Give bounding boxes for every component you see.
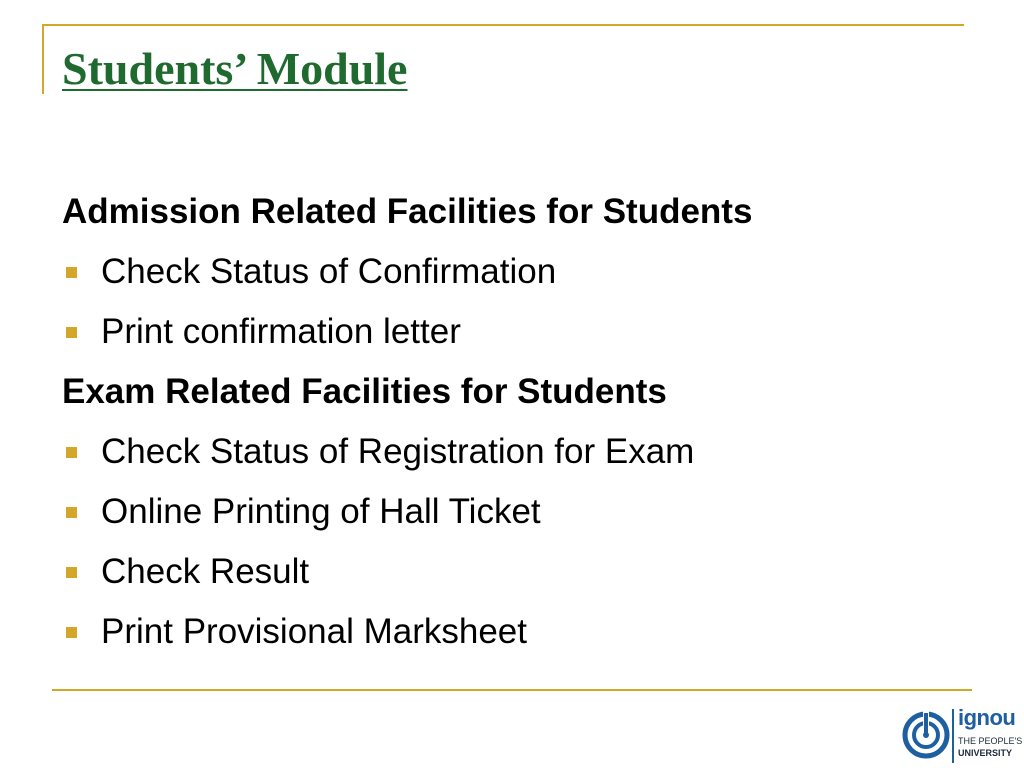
section-heading-admission: Admission Related Facilities for Students: [62, 192, 753, 231]
list-item-label: Online Printing of Hall Ticket: [101, 492, 541, 531]
list-item: [62, 482, 962, 542]
logo-separator: [952, 709, 954, 763]
list-item: [62, 602, 962, 662]
list-item-label: Print Provisional Marksheet: [101, 612, 527, 651]
section-heading-exam: Exam Related Facilities for Students: [62, 372, 667, 411]
list-item: [62, 542, 962, 602]
ignou-emblem-icon: [902, 711, 950, 759]
square-bullet-icon: [66, 447, 77, 458]
square-bullet-icon: [66, 507, 77, 518]
top-border-line: [42, 24, 964, 26]
list-item-label: Print confirmation letter: [101, 312, 461, 351]
bottom-border-line: [52, 689, 972, 691]
square-bullet-icon: [66, 627, 77, 638]
left-border-line: [42, 24, 44, 94]
list-item: [62, 422, 962, 482]
square-bullet-icon: [66, 267, 77, 278]
list-item-label: Check Result: [101, 552, 310, 591]
slide-title: Students’ Module: [62, 43, 408, 94]
list-item: [62, 242, 962, 302]
ignou-logo: [902, 705, 1023, 765]
list-item: [62, 302, 962, 362]
square-bullet-icon: [66, 567, 77, 578]
square-bullet-icon: [66, 327, 77, 338]
list-item-label: Check Status of Confirmation: [101, 252, 557, 291]
list-item-label: Check Status of Registration for Exam: [101, 432, 695, 471]
slide-content: [62, 182, 962, 662]
logo-tagline-line1: THE PEOPLE'S: [958, 736, 1023, 746]
logo-tagline-line2: UNIVERSITY: [958, 748, 1013, 758]
logo-wordmark: ignou: [958, 705, 1016, 730]
